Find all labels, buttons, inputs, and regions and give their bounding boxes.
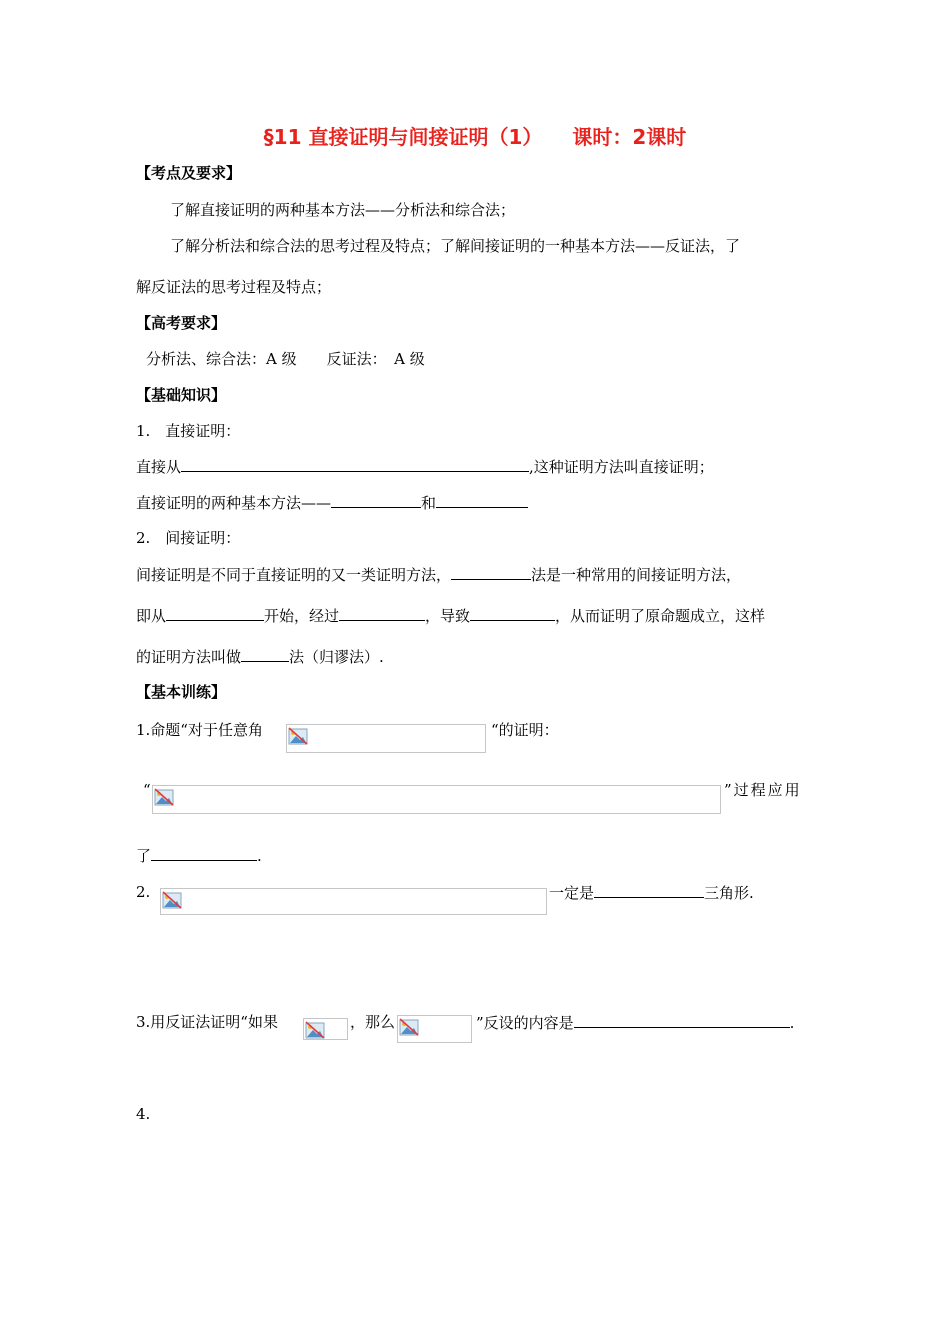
- question-1-process: ”过程应用: [724, 781, 802, 799]
- fill-blank[interactable]: [166, 605, 264, 621]
- text: 一定是: [549, 884, 595, 902]
- broken-image-icon: [162, 890, 182, 910]
- broken-image-icon: [305, 1020, 325, 1040]
- fill-blank[interactable]: [451, 564, 531, 580]
- open-quote: “: [143, 781, 151, 799]
- text: .: [789, 1014, 795, 1032]
- page-title: §11 直接证明与间接证明（1） 课时：2课时: [263, 125, 687, 149]
- text: ”反设的内容是: [476, 1014, 574, 1032]
- text: ，从而证明了原命题成立，这样: [555, 607, 766, 625]
- question-2-number: 2.: [136, 883, 151, 901]
- question-3-prefix: 3.用反证法证明“如果: [136, 1013, 278, 1031]
- formula-image: [152, 785, 721, 814]
- kaodian-paragraph-2-line-2: 解反证法的思考过程及特点；: [136, 278, 332, 296]
- fill-blank[interactable]: [436, 492, 528, 508]
- text: 三角形.: [704, 884, 754, 902]
- kaodian-paragraph-2-line-1: 了解分析法和综合法的思考过程及特点；了解间接证明的一种基本方法——反证法，了: [170, 237, 741, 255]
- text: .: [257, 847, 262, 865]
- direct-proof-methods: [136, 492, 528, 513]
- text: 开始，经过: [264, 607, 340, 625]
- question-1-prefix: 1.命题“对于任意角: [136, 721, 263, 739]
- text: ，导致: [425, 607, 471, 625]
- text: 的证明方法叫做: [136, 648, 242, 666]
- broken-image-icon: [399, 1017, 419, 1037]
- question-3-then: ，那么: [350, 1013, 396, 1031]
- question-2-suffix: [549, 882, 754, 903]
- indirect-proof-line-3: [136, 646, 384, 667]
- text: 了: [136, 847, 152, 865]
- text: 间接证明是不同于直接证明的又一类证明方法，: [136, 566, 452, 584]
- broken-image-icon: [288, 726, 308, 746]
- text: 直接证明的两种基本方法——: [136, 494, 332, 512]
- indirect-proof-line-2: [136, 605, 765, 626]
- formula-image: [397, 1015, 472, 1043]
- fill-blank[interactable]: [470, 605, 555, 621]
- question-4-number: 4.: [136, 1105, 151, 1123]
- text: 法是一种常用的间接证明方法，: [531, 566, 742, 584]
- fill-blank[interactable]: [151, 845, 257, 861]
- formula-image: [303, 1018, 348, 1040]
- fill-blank[interactable]: [594, 882, 704, 898]
- fill-blank[interactable]: [339, 605, 425, 621]
- text: 直接从: [136, 458, 182, 476]
- fill-blank[interactable]: [241, 646, 289, 662]
- item-indirect-proof: 2. 间接证明：: [136, 529, 241, 547]
- indirect-proof-line-1: [136, 564, 741, 585]
- section-heading-xunlian: 【基本训练】: [136, 683, 227, 701]
- question-3-suffix: [476, 1012, 794, 1033]
- fill-blank[interactable]: [574, 1012, 790, 1028]
- question-1-answer-line: [136, 845, 262, 866]
- item-direct-proof: 1. 直接证明：: [136, 422, 241, 440]
- text: 即从: [136, 607, 167, 625]
- text: 和: [421, 494, 437, 512]
- formula-image: [286, 724, 486, 753]
- section-heading-gaokao: 【高考要求】: [136, 314, 227, 332]
- gaokao-levels: 分析法、综合法：A 级 反证法： A 级: [146, 350, 425, 368]
- section-heading-kaodian: 【考点及要求】: [136, 164, 242, 182]
- text: ,这种证明方法叫直接证明；: [529, 458, 714, 476]
- formula-image: [160, 888, 547, 915]
- section-heading-jichu: 【基础知识】: [136, 386, 227, 404]
- fill-blank[interactable]: [331, 492, 421, 508]
- text: 法（归谬法）.: [289, 648, 384, 666]
- question-1-suffix: “的证明：: [491, 721, 559, 739]
- kaodian-paragraph-1: 了解直接证明的两种基本方法——分析法和综合法；: [170, 201, 516, 219]
- broken-image-icon: [154, 787, 174, 807]
- direct-proof-definition: [136, 456, 714, 477]
- fill-blank[interactable]: [181, 456, 529, 472]
